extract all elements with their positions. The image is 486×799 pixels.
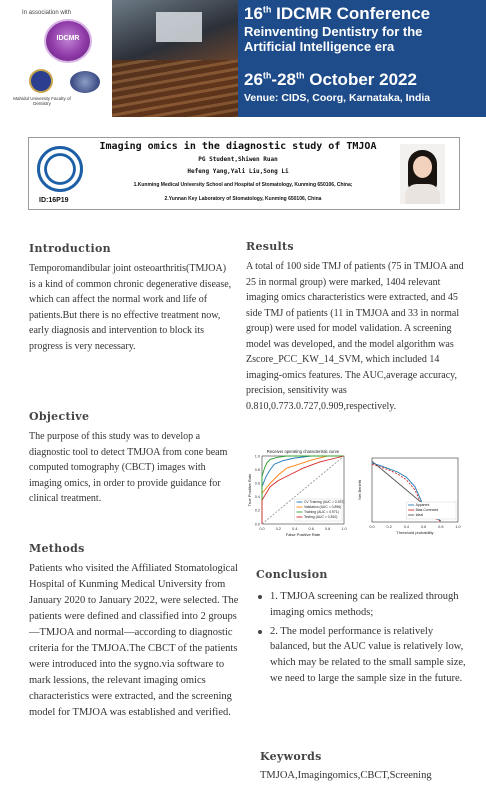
methods-section (29, 542, 239, 721)
auditorium-photo (112, 0, 238, 117)
author-portrait (400, 144, 445, 204)
legend-label: Bias-Corrected (415, 508, 439, 513)
affiliation-2: 2.Yunnan Key Laboratory of Stomatology, Kunming 650106, China (164, 196, 322, 202)
sponsor-panel (0, 0, 112, 117)
x-tick-label: 0.8 (438, 525, 444, 529)
authors-line-2: Hefeng Yang,Yali Liu,Song Li (187, 168, 289, 175)
conclusion-list (256, 589, 468, 687)
results-figures (246, 448, 466, 540)
x-tick-label: 0.0 (259, 527, 265, 531)
x-tick-label: 0.2 (275, 527, 282, 531)
x-tick-label: 0.2 (386, 525, 392, 529)
x-tick-label: 1.0 (341, 527, 347, 531)
y-tick-label: 0.8 (254, 467, 260, 472)
introduction-heading: Introduction (29, 242, 111, 255)
x-axis-label: Threshold probability (396, 530, 434, 535)
x-axis-label: False Positive Rate (285, 532, 321, 537)
keywords-text: TMJOA,Imagingomics,CBCT,Screening (260, 770, 432, 781)
x-tick-label: 0.4 (292, 527, 298, 531)
y-axis-label: True Positive Rate (247, 473, 252, 507)
authors-line-1: PG Student,Shiwen Ruan (198, 156, 278, 163)
idcmr-logo-text: IDCMR (56, 35, 80, 42)
association-label: In association with (22, 10, 72, 16)
methods-text: Patients who visited the Affiliated Stomatological Hospital of Kunming Medical University from January 2020 to January 2022, were selected. The patients were defined and classified into 2 groups—TMJOA and normal—according to diagnostic criteria for the TMJOA.The CBCT of the patients were introduced into the sygno.via software to mark lessions, the relevant imaging omics characteristics were extracted, and the screening model for TMJOA was established and verified. (29, 563, 239, 718)
chart-title: Receiver operating characteristic curve (266, 449, 340, 454)
auditorium-screen (156, 12, 202, 42)
conference-dates: 26th-28th October 2022 (244, 70, 417, 89)
x-tick-label: 0.6 (308, 527, 314, 531)
fdi-logo (70, 71, 100, 93)
conference-banner (0, 0, 486, 117)
results-heading: Results (246, 240, 294, 253)
x-tick-label: 0.8 (324, 527, 331, 531)
objective-heading: Objective (29, 410, 90, 423)
mahidol-caption: Mahidol University Faculty of Dentistry (13, 96, 71, 107)
introduction-text: Temporomandibular joint osteoarthritis(TMJOA) is a kind of common chronic degenerative disease, which can affect the normal work and life of patients.But there is no effective treatment now, early diagnosis and intervention to block its progress is very necessary. (29, 263, 232, 352)
objective-section (29, 410, 234, 507)
x-tick-label: 0.0 (369, 525, 375, 529)
y-tick-label: 0.0 (254, 522, 260, 527)
mahidol-logo (29, 69, 53, 93)
x-tick-label: 0.6 (420, 525, 427, 529)
legend-label: Validation (AUC = 0.896) (303, 505, 342, 510)
y-tick-label: 0.2 (254, 508, 260, 513)
idcmr-logo (44, 19, 92, 63)
methods-heading: Methods (29, 542, 85, 555)
conclusion-item: 2. The model performance is relatively balanced, but the AUC value is relatively low, which may be related to the small sample size, we need to large the sample size in the future. (256, 624, 468, 687)
roc-chart (246, 448, 350, 540)
legend-label: Apparent (415, 503, 430, 508)
legend-label: CV Training (AUC = 0.937) (303, 500, 345, 505)
x-tick-label: 0.4 (403, 525, 410, 529)
conclusion-heading: Conclusion (256, 568, 328, 581)
conclusion-item: 1. TMJOA screening can be realized through imaging omics methods; (256, 589, 468, 621)
legend-label: Testing (AUC = 0.810) (303, 515, 338, 520)
conference-title: 16th IDCMR Conference (244, 4, 431, 23)
conference-venue: Venue: CIDS, Coorg, Karnataka, India (244, 92, 431, 104)
x-tick-label: 1.0 (455, 525, 461, 529)
bullet-icon (258, 595, 262, 599)
paper-title: Imaging omics in the diagnostic study of TMJOA (99, 141, 377, 152)
poster-id: ID:16P19 (39, 197, 69, 204)
y-tick-label: 1.0 (254, 454, 260, 459)
legend-label: Ideal (415, 513, 423, 518)
keywords-heading: Keywords (260, 750, 322, 763)
paper-title-box (28, 137, 460, 210)
y-axis-label: Net Benefit (357, 480, 362, 500)
auditorium-seats (112, 60, 238, 117)
bullet-icon (258, 630, 262, 634)
affiliation-1: 1.Kunming Medical University School and Hospital of Stomatology, Kunming 650106, China; (133, 182, 353, 188)
conference-subtitle: Reinventing Dentistry for the Artificial Intelligence era (244, 24, 423, 54)
kunming-university-logo (37, 146, 83, 192)
introduction-section (29, 242, 234, 354)
conclusion-section (256, 568, 468, 690)
objective-text: The purpose of this study was to develop a diagnostic tool to detect TMJOA from cone beam computed tomography (CBCT) images with imaging omics, in order to provide guidance for clinical treatment. (29, 431, 228, 504)
legend-label: Training (AUC = 0.971) (303, 510, 339, 515)
decision-curve-chart (356, 452, 464, 544)
y-tick-label: 0.6 (254, 481, 260, 486)
keywords-section (260, 750, 474, 784)
y-tick-label: 0.4 (254, 495, 260, 500)
results-section (246, 240, 464, 414)
results-text: A total of 100 side TMJ of patients (75 in TMJOA and 25 in normal group) were marked, 1404 relevant imaging omics characteristics were extracted, and 45 side TMJ of patients (11 in TMJOA and 33 in normal group) were used for model validation. A screening model was developed, and the model algorithm was Zscore_PCC_KW_14_SVM, which included 14 imaging-omics features. The AUC,average accuracy, precision, sensitivity was 0.810,0.773.0.727,0.909,respectively. (246, 261, 464, 412)
